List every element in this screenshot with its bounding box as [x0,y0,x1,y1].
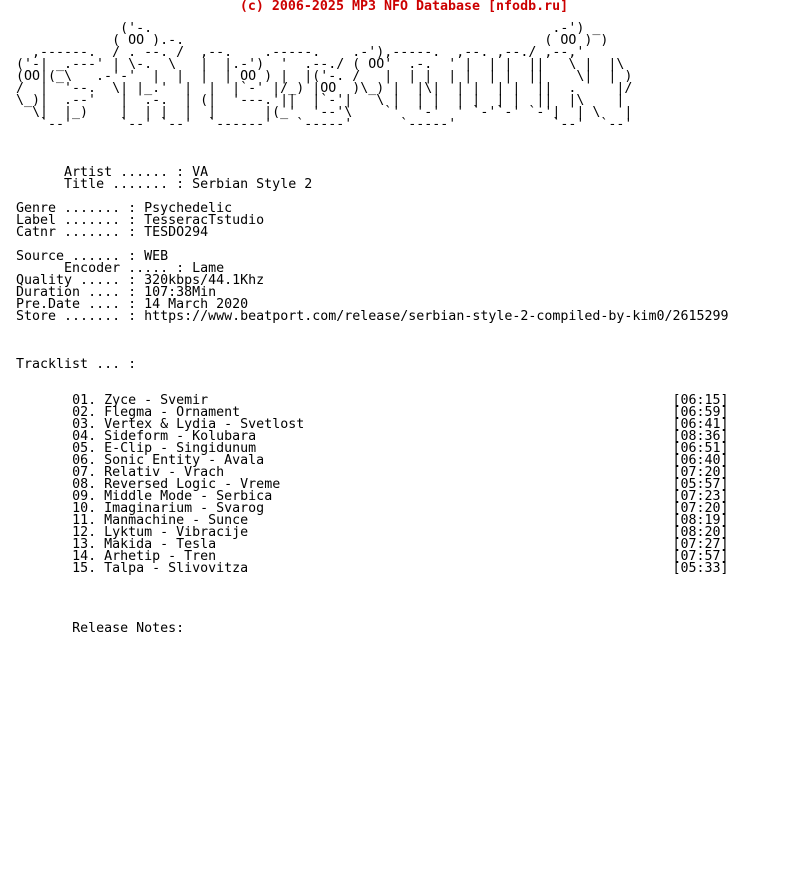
artist-field: Artist ...... : VA [64,165,209,180]
track-entry: 04. Sideform - Kolubara [08:36] [72,429,729,444]
title-line [0,179,312,191]
track-entry: 06. Sonic Entity - Avala [06:40] [72,453,729,468]
track-entry: 10. Imaginarium - Svarog [07:20] [72,501,729,516]
source-field: Source ...... : WEB [16,249,169,264]
release-notes-heading: Release Notes: [72,621,185,636]
track-entry: 03. Vertex & Lydia - Svetlost [06:41] [72,417,729,432]
title-field: Title ....... : Serbian Style 2 [64,177,313,192]
predate-field: Pre.Date .... : 14 March 2020 [16,297,249,312]
store-field: Store ....... : https://www.beatport.com/release/serbian-style-2-compiled-by-kim0/2615299 [16,309,729,324]
release-notes-line [0,623,184,635]
track-entry: 07. Relativ - Vrach [07:20] [72,465,729,480]
track-entry: 01. Zyce - Svemir [06:15] [72,393,729,408]
track-entry: 02. Flegma - Ornament [06:59] [72,405,729,420]
catnr-field: Catnr ....... : TESDO294 [16,225,209,240]
duration-field: Duration .... : 107:38Min [16,285,217,300]
catnr-line [0,227,208,239]
track-entry: 08. Reversed Logic - Vreme [05:57] [72,477,729,492]
encoder-field: Encoder ..... : Lame [64,261,225,276]
track-entry: 11. Manmachine - Sunce [08:19] [72,513,729,528]
track-entry: 12. Lyktum - Vibracije [08:20] [72,525,729,540]
label-field: Label ....... : TesseracTstudio [16,213,265,228]
tracklist-heading: Tracklist ... : [16,357,137,372]
track-entry: 05. E-Clip - Singidunum [06:51] [72,441,729,456]
track-row [0,563,729,575]
track-entry: 13. Makida - Tesla [07:27] [72,537,729,552]
ascii-art-logo: ('-. .-') _ ( OO ).-. ( OO ) ) ,------. / . --. / ,--. .-----. .-'),-----. ,--. ,--./ ,--,' ('-| _.---' | \-. \ | |.-') ' .--./ ( OO' .-. ' | | | || \ | |\ (OO|(_\ .-'-' | | | | OO ) | |('-. / | | | | | | | || \| | ) / | '--. \| |_.' | | |`-' |/_) |OO )\_) | |\| | | | | || . |/ \_)| .--' | .-. | (| '---.'|| |`-'| \ | | | | | | | || |\ | \| |_) | | | | | |(_' '--'\ `' '-' ' `-'`-' `-'| | \ | `--' `--' `--' `------' `-----' `-----' `--' `--' [16,21,633,132]
track-entry: 09. Middle Mode - Serbica [07:23] [72,489,729,504]
genre-field: Genre ....... : Psychedelic [16,201,233,216]
track-entry: 15. Talpa - Slivovitza [05:33] [72,561,729,576]
track-entry: 14. Arhetip - Tren [07:57] [72,549,729,564]
nfodb-copyright-header: (c) 2006-2025 MP3 NFO Database [nfodb.ru] [239,0,569,14]
store-line [0,311,729,323]
tracklist-heading-line [0,359,136,371]
quality-field: Quality ..... : 320kbps/44.1Khz [16,273,265,288]
